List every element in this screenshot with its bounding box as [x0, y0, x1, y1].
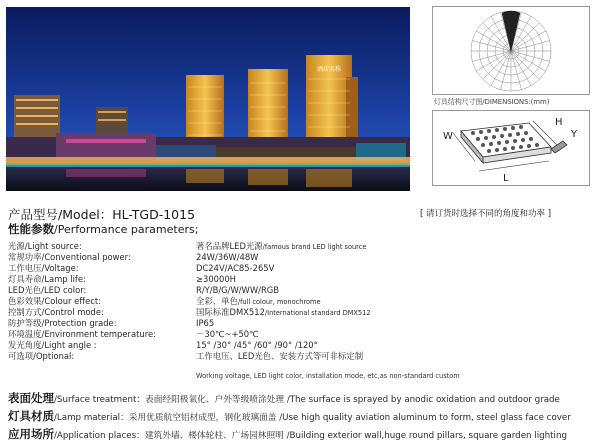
spec-row	[8, 351, 598, 362]
optional-note-en: Working voltage, LED light color, installation mode, etc,as non-standard custom	[196, 372, 460, 380]
material-text: /Lamp material：采用优质航空铝材成型，钢化玻璃面盖 /Use high quality aviation aluminum to form, steel glass face cover	[54, 413, 571, 423]
surface-treatment	[8, 390, 560, 406]
performance-title-cn: 性能参数	[8, 222, 54, 236]
spec-label: 色彩效果/Colour effect:	[8, 296, 101, 306]
spec-value: R/Y/B/G/W/WW/RGB	[196, 285, 279, 295]
product-photo-night-cityscape	[6, 7, 410, 191]
technical-drawings	[432, 6, 590, 184]
spec-value: －30℃~+50℃	[196, 329, 259, 339]
spec-value: 全彩、单色/full colour, monochrome	[196, 296, 321, 306]
spec-label: 光源/Light source:	[8, 241, 82, 251]
application-places	[8, 426, 567, 442]
spec-value: ≥30000H	[196, 274, 236, 284]
spec-table	[8, 241, 598, 362]
spec-value: 国际标准DMX512/International standard DMX512	[196, 307, 371, 317]
surface-text: /Surface treatment：表面经阳极氧化、户外等级喷涂处理 /The surface is sprayed by anodic oxidation and outdoor grade	[54, 395, 560, 405]
order-note: [ 请订货时选择不同的角度和功率 ]	[420, 209, 552, 219]
spec-row	[8, 274, 598, 285]
spec-label: 工作电压/Voltage:	[8, 263, 79, 273]
places-text: /Application places：建筑外墙、楼体轮柱、广场园林照明 /Building exterior wall,huge round pillars, square garden lighting	[54, 431, 567, 441]
spec-value: 著名品牌LED光源/famous brand LED light source	[196, 241, 367, 251]
spec-row	[8, 307, 598, 318]
spec-value: 15° /30° /45° /60° /90° /120°	[196, 340, 318, 350]
spec-label: LED光色/LED color:	[8, 285, 87, 295]
spec-label: 环境温度/Environment temperature:	[8, 329, 156, 339]
polar-light-distribution-diagram	[432, 6, 590, 95]
dimension-h-label: H	[555, 117, 563, 128]
spec-value: 工作电压、LED光色、安装方式等可非标定制	[196, 351, 364, 361]
spec-value: IP65	[196, 318, 215, 328]
spec-label: 控制方式/Control mode:	[8, 307, 104, 317]
spec-row	[8, 252, 598, 263]
spec-label: 防护等级/Protection grade:	[8, 318, 117, 328]
spec-row	[8, 318, 598, 329]
performance-title	[8, 221, 198, 237]
spec-row	[8, 285, 598, 296]
spec-value: 24W/36W/48W	[196, 252, 259, 262]
dimensions-caption: 灯具结构尺寸图/DIMENSIONS:(mm)	[434, 98, 550, 106]
spec-row	[8, 241, 598, 252]
spec-row	[8, 296, 598, 307]
spec-label: 发光角度/Light angle :	[8, 340, 97, 350]
model-label: 产品型号/Model：	[8, 207, 113, 222]
lamp-material	[8, 408, 571, 424]
spec-value: DC24V/AC85-265V	[196, 263, 275, 273]
surface-lead: 表面处理	[8, 391, 54, 405]
dimension-w-label: W	[443, 131, 453, 142]
material-lead: 灯具材质	[8, 409, 54, 423]
spec-row	[8, 329, 598, 340]
spec-label: 灯具寿命/Lamp life:	[8, 274, 86, 284]
spec-label: 可选项/Optional:	[8, 351, 75, 361]
dimension-drawing	[432, 110, 590, 186]
spec-row	[8, 340, 598, 351]
hotel-sign: 酒店名称	[316, 66, 342, 73]
spec-label: 常规功率/Conventional power:	[8, 252, 131, 262]
dimension-y-label: Y	[571, 129, 578, 140]
spec-row	[8, 263, 598, 274]
model-value: HL-TGD-1015	[112, 207, 196, 222]
places-lead: 应用场所	[8, 427, 54, 441]
dimension-l-label: L	[503, 173, 509, 184]
performance-title-en: /Performance parameters;	[54, 223, 199, 236]
